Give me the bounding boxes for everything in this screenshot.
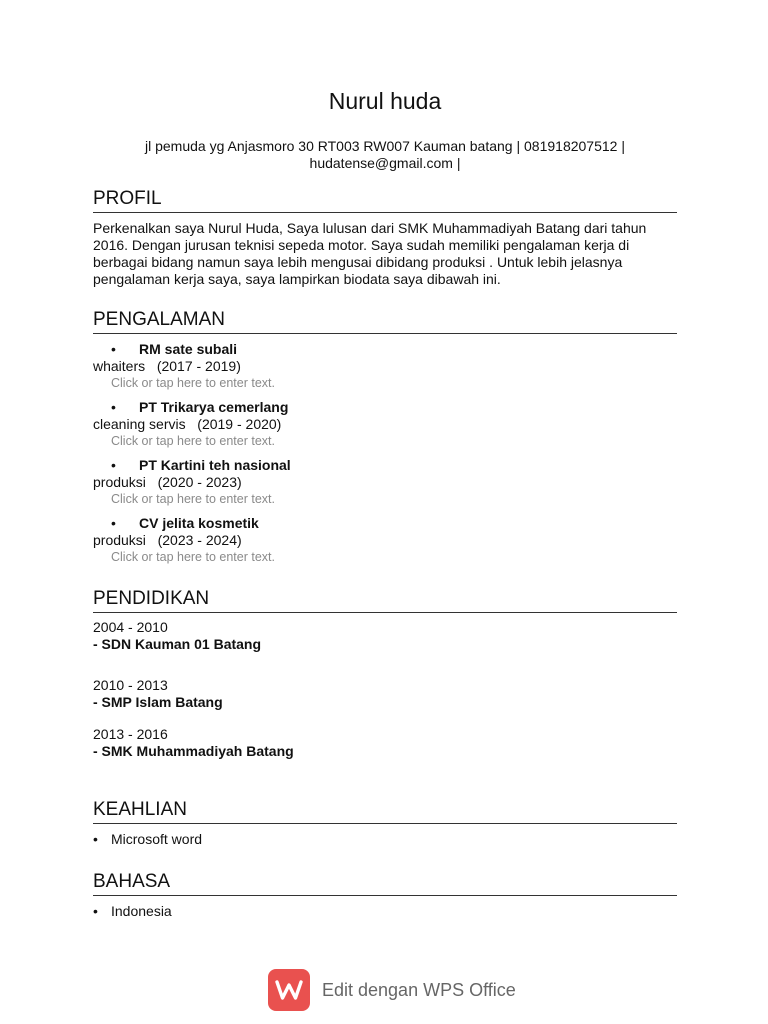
experience-role: produksi (2020 - 2023) [93, 474, 242, 490]
experience-item [93, 457, 677, 507]
profil-text: Perkenalkan saya Nurul Huda, Saya lulusan dari SMK Muhammadiyah Batang dari tahun 2016. Dengan jurusan teknisi sepeda motor. Saya sudah memiliki pengalaman kerja di berbagai bidang namun saya lebih mengusai dibidang produksi . Untuk lebih jelasnya pengalaman kerja saya, saya lampirkan biodata saya dibawah ini. [93, 220, 647, 287]
education-years: 2010 - 2013 [93, 677, 168, 693]
experience-period: (2023 - 2024) [157, 532, 242, 548]
wps-logo-icon [268, 969, 310, 1011]
contact-line-email: hudatense@gmail.com | [309, 155, 461, 171]
placeholder-text-field[interactable]: Click or tap here to enter text. [111, 434, 275, 448]
education-school: - SMP Islam Batang [93, 694, 223, 710]
list-item [93, 903, 677, 920]
section-heading-pengalaman: PENGALAMAN [93, 308, 677, 334]
experience-item [93, 341, 677, 391]
education-school: - SDN Kauman 01 Batang [93, 636, 262, 652]
experience-company: • PT Trikarya cemerlang [111, 399, 289, 415]
education-school: - SMK Muhammadiyah Batang [93, 743, 294, 759]
experience-period: (2017 - 2019) [156, 358, 241, 374]
education-item [93, 726, 677, 760]
experience-item [93, 515, 677, 565]
section-heading-profil: PROFIL [93, 187, 677, 213]
contact-line-address: jl pemuda yg Anjasmoro 30 RT003 RW007 Kauman batang | 081918207512 | [145, 138, 625, 154]
experience-period: (2019 - 2020) [197, 416, 282, 432]
placeholder-text-field[interactable]: Click or tap here to enter text. [111, 492, 275, 506]
wps-label: Edit dengan WPS Office [322, 980, 516, 1000]
placeholder-text-field[interactable]: Click or tap here to enter text. [111, 550, 275, 564]
bullet-icon: • [111, 341, 116, 357]
bullet-icon: • [111, 399, 116, 415]
education-years: 2004 - 2010 [93, 619, 168, 635]
bullet-icon: • [93, 903, 98, 919]
experience-item [93, 399, 677, 449]
bullet-icon: • [111, 515, 116, 531]
education-years: 2013 - 2016 [93, 726, 168, 742]
experience-role: produksi (2023 - 2024) [93, 532, 242, 548]
edit-with-wps-button[interactable] [268, 969, 528, 1011]
experience-role: cleaning servis (2019 - 2020) [93, 416, 282, 432]
section-heading-bahasa: BAHASA [93, 870, 677, 896]
bullet-icon: • [93, 831, 98, 847]
bullet-icon: • [111, 457, 116, 473]
skill-label: Microsoft word [111, 831, 203, 847]
experience-role: whaiters (2017 - 2019) [93, 358, 241, 374]
page-title: Nurul huda [328, 88, 442, 114]
experience-company: • PT Kartini teh nasional [111, 457, 291, 473]
list-item [93, 831, 677, 848]
language-label: Indonesia [111, 903, 172, 919]
contact-info [93, 138, 677, 172]
section-heading-keahlian: KEAHLIAN [93, 798, 677, 824]
experience-company: • RM sate subali [111, 341, 238, 357]
placeholder-text-field[interactable]: Click or tap here to enter text. [111, 376, 275, 390]
experience-company: • CV jelita kosmetik [111, 515, 259, 531]
experience-period: (2020 - 2023) [157, 474, 242, 490]
education-item [93, 619, 677, 653]
section-heading-pendidikan: PENDIDIKAN [93, 587, 677, 613]
education-item [93, 677, 677, 711]
